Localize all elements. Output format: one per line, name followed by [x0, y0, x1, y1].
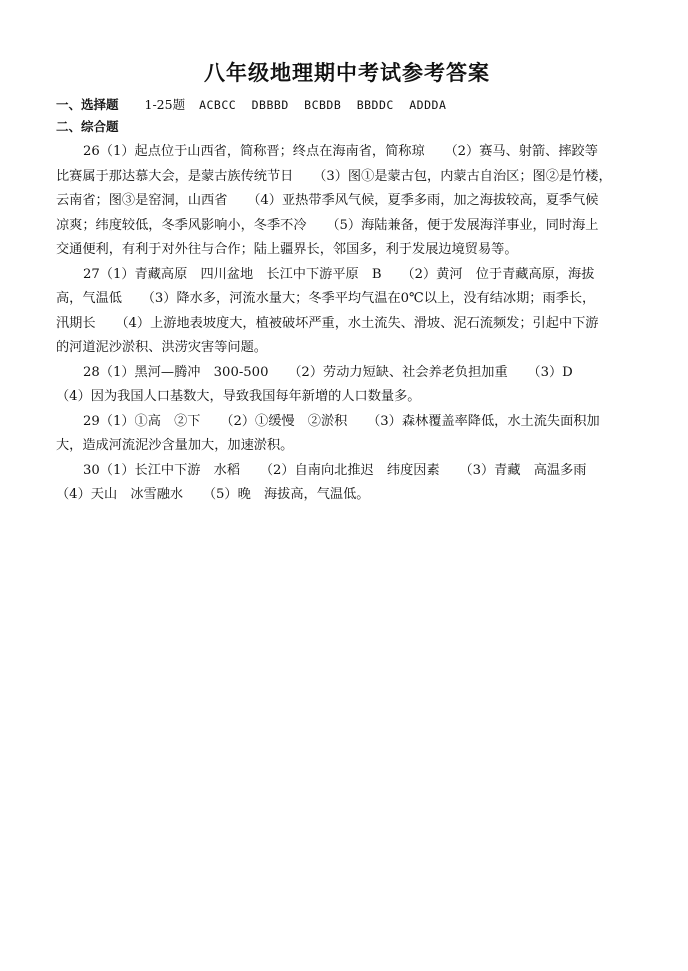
q27-line-4: 的河道泥沙淤积、洪涝灾害等问题。 [56, 340, 267, 355]
question-28-answer [56, 361, 638, 410]
q28-line-1: 28（1）黑河—腾冲 300-500 （2）劳动力短缺、社会养老负担加重 （3）D [83, 364, 573, 380]
multiple-choice-section [56, 94, 638, 116]
question-26-answer [56, 140, 638, 263]
q26-line-1: 26（1）起点位于山西省，简称晋；终点在海南省，简称琼 （2）赛马、射箭、摔跤等 [83, 144, 598, 159]
q26-line-5: 交通便利，有利于对外往与合作；陆上疆界长，邻国多，利于发展边境贸易等。 [56, 242, 518, 257]
question-29-answer [56, 410, 638, 459]
q26-line-3: 云南省；图③是窑洞，山西省 （4）亚热带季风气候，夏季多雨，加之海拔较高，夏季气候 [56, 193, 599, 208]
comprehensive-label: 二、综合题 [56, 119, 119, 134]
q27-line-3: 汛期长 （4）上游地表坡度大，植被破坏严重，水土流失、滑坡、泥石流频发；引起中下游 [56, 315, 599, 331]
q26-line-4: 凉爽；纬度较低，冬季风影响小，冬季不冷 （5）海陆兼备，便于发展海洋事业，同时海上 [56, 217, 599, 233]
question-30-answer [56, 459, 638, 508]
multiple-choice-range: 1-25题 [144, 97, 186, 112]
q30-line-1: 30（1）长江中下游 水稻 （2）自南向北推迟 纬度因素 （3）青藏 高温多雨 [83, 462, 587, 478]
q26-line-2: 比赛属于那达慕大会，是蒙古族传统节日 （3）图①是蒙古包，内蒙古自治区；图②是竹楼， [56, 168, 612, 184]
comprehensive-section [56, 116, 638, 138]
multiple-choice-label: 一、选择题 [56, 97, 119, 112]
q27-line-2: 高，气温低 （3）降水多，河流水量大；冬季平均气温在0℃以上，没有结冰期；雨季长， [56, 291, 596, 306]
q29-line-2: 大，造成河流泥沙含量加大，加速淤积。 [56, 438, 294, 453]
q30-line-2: （4）天山 冰雪融水 （5）晚 海拔高，气温低。 [56, 487, 370, 502]
question-27-answer [56, 263, 638, 361]
multiple-choice-answers: ACBCC DBBBD BCBDB BBDDC ADDDA [199, 98, 447, 112]
q29-line-1: 29（1）①高 ②下 （2）①缓慢 ②淤积 （3）森林覆盖率降低，水土流失面积加 [83, 413, 600, 429]
q28-line-2: （4）因为我国人口基数大，导致我国每年新增的人口数量多。 [56, 389, 421, 404]
q27-line-1: 27（1）青藏高原 四川盆地 长江中下游平原 B （2）黄河 位于青藏高原，海拔 [83, 266, 595, 282]
page-title: 八年级地理期中考试参考答案 [204, 61, 490, 85]
